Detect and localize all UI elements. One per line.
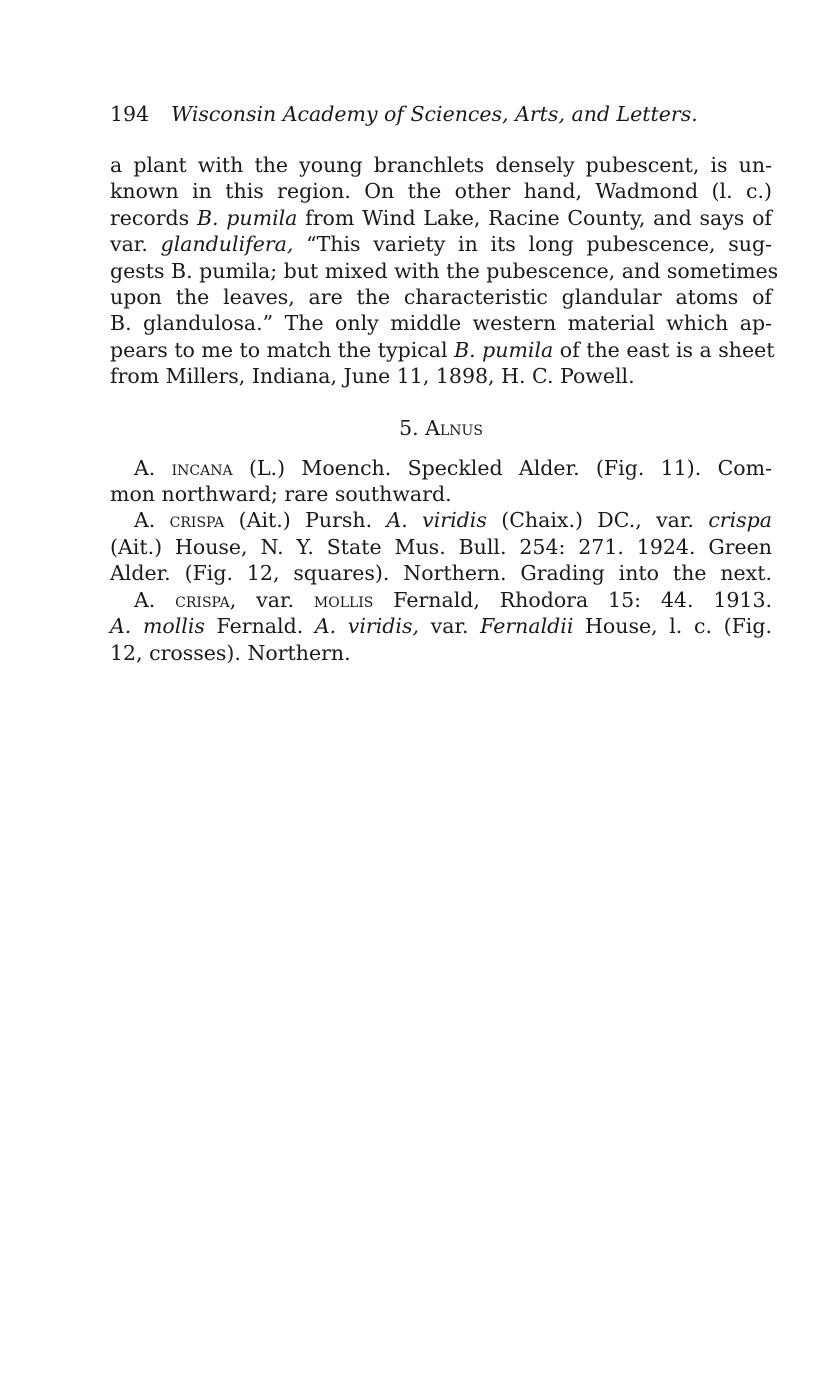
entry-alnus-crispa-mollis xyxy=(110,587,772,666)
running-head xyxy=(110,98,772,130)
section-heading xyxy=(110,415,772,441)
page-number: 194 xyxy=(110,102,150,126)
text-run: from Wind Lake, Racine County, and says of xyxy=(297,205,772,230)
text-run: A. xyxy=(134,508,170,533)
section-number: 5. xyxy=(399,415,419,440)
text-run: var. xyxy=(236,587,314,612)
text-run: A. xyxy=(134,587,176,612)
taxon-name: B. pumila xyxy=(196,205,298,230)
taxon-name: B. pumila xyxy=(454,337,554,362)
text-line: B. glandulosa.” The only middle western material which ap- xyxy=(110,311,772,336)
text-run: pears to me to match the typical xyxy=(110,337,455,362)
taxon-name: crispa xyxy=(169,508,225,533)
text-run: (Chaix.) DC., var. xyxy=(486,508,709,533)
text-line xyxy=(110,455,772,481)
taxon-name: crispa xyxy=(708,508,773,533)
text-run: var. xyxy=(110,232,161,257)
text-line: from Millers, Indiana, June 11, 1898, H. C. Powell. xyxy=(110,364,635,389)
text-run: var. xyxy=(419,614,481,639)
text-run: (L.) Moench. Speckled Alder. (Fig. 11). Com- xyxy=(232,455,772,480)
text-line: a plant with the young branchlets densely pubescent, is un- xyxy=(110,153,772,177)
taxon-name: A. viridis, xyxy=(314,614,420,639)
text-run: records xyxy=(110,205,197,230)
text-line: 12, crosses). Northern. xyxy=(110,640,351,665)
text-line xyxy=(110,587,772,613)
text-line: known in this region. On the other hand, Wadmond (l. c.) xyxy=(110,179,772,204)
journal-title: Wisconsin Academy of Sciences, Arts, and Letters. xyxy=(171,102,698,126)
text-line xyxy=(110,231,772,257)
text-run: of the east is a sheet xyxy=(553,337,775,362)
entry-alnus-incana xyxy=(110,455,772,508)
text-line xyxy=(110,613,772,639)
text-run: (Ait.) Pursh. xyxy=(224,508,387,533)
section-genus: Alnus xyxy=(425,415,483,440)
taxon-name: Fernaldii xyxy=(480,614,574,639)
text-line xyxy=(110,337,775,363)
text-line: Alder. (Fig. 12, squares). Northern. Grading into the next. xyxy=(110,561,772,586)
text-line: upon the leaves, are the characteristic glandular atoms of xyxy=(110,285,772,310)
text-line: (Ait.) House, N. Y. State Mus. Bull. 254: 271. 1924. Green xyxy=(110,534,772,559)
taxon-name: A. viridis xyxy=(386,508,487,533)
taxon-name: crispa, xyxy=(175,587,237,612)
text-line: gests B. pumila; but mixed with the pubescence, and sometimes xyxy=(110,258,779,283)
paragraph-betula-pumila xyxy=(110,152,779,390)
text-run: Fernald, Rhodora 15: 44. 1913. xyxy=(373,587,773,612)
text-line: mon northward; rare southward. xyxy=(110,482,452,507)
text-run: House, l. c. (Fig. xyxy=(573,614,773,639)
book-page xyxy=(110,98,779,666)
text-line xyxy=(110,507,772,533)
text-line xyxy=(110,205,772,231)
text-run: A. xyxy=(134,455,172,480)
text-run: Fernald. xyxy=(204,614,315,639)
entry-alnus-crispa xyxy=(110,507,772,586)
taxon-name: incana xyxy=(171,455,233,480)
text-run: “This variety in its long pubescence, sug- xyxy=(293,232,772,257)
taxon-name: mollis xyxy=(313,587,374,612)
taxon-name: A. mollis xyxy=(110,614,205,639)
taxon-name: glandulifera, xyxy=(160,232,294,257)
